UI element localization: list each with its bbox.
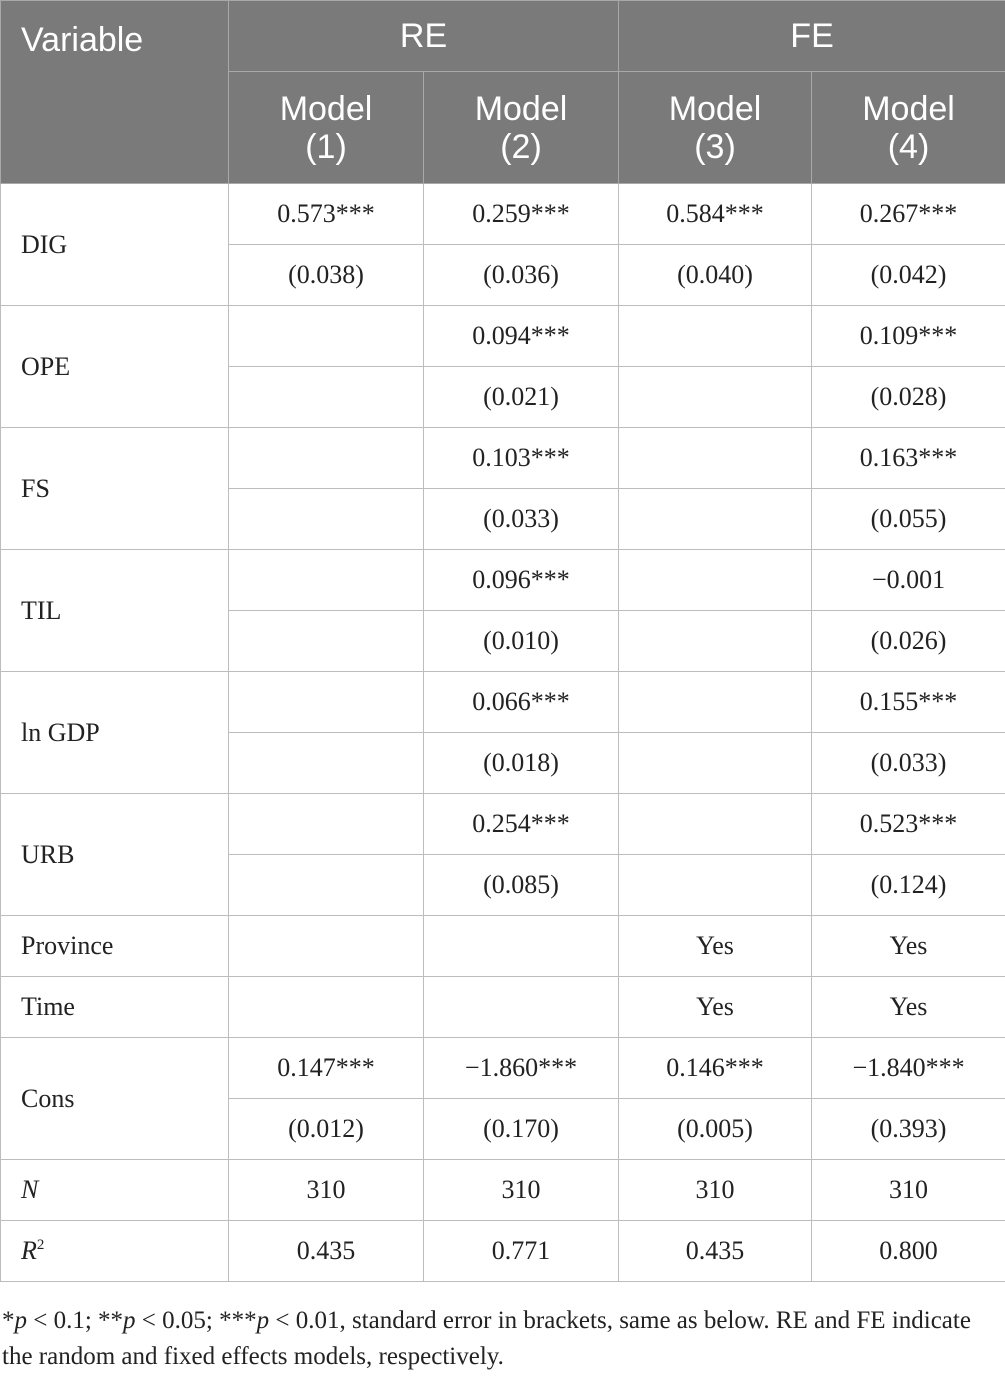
table-row [1, 550, 1005, 611]
row-label: N [1, 1160, 229, 1221]
table-row [1, 794, 1005, 855]
se-cell [229, 367, 424, 428]
row-label: Time [1, 977, 229, 1038]
table-row [1, 672, 1005, 733]
se-cell: (0.040) [619, 245, 812, 306]
value-cell: 0.800 [812, 1221, 1005, 1282]
se-cell [229, 489, 424, 550]
value-cell: 310 [229, 1160, 424, 1221]
coef-cell: 0.259*** [424, 184, 619, 245]
se-cell [619, 367, 812, 428]
row-label: Cons [1, 1038, 229, 1160]
table-row [1, 977, 1005, 1038]
value-cell: 310 [424, 1160, 619, 1221]
coef-cell: 0.109*** [812, 306, 1005, 367]
row-label: URB [1, 794, 229, 916]
coef-cell [619, 672, 812, 733]
table-row [1, 428, 1005, 489]
se-cell [229, 733, 424, 794]
row-label: $R^2$ [1, 1221, 229, 1282]
coef-cell [619, 306, 812, 367]
header-group-re: RE [229, 1, 619, 72]
row-label: DIG [1, 184, 229, 306]
header-variable: Variable [1, 1, 229, 184]
se-cell: (0.033) [424, 489, 619, 550]
se-cell [619, 855, 812, 916]
header-model-2: Model (2) [424, 72, 619, 184]
se-cell: (0.124) [812, 855, 1005, 916]
value-cell [424, 916, 619, 977]
value-cell: 0.435 [619, 1221, 812, 1282]
coef-cell: 0.094*** [424, 306, 619, 367]
se-cell [229, 611, 424, 672]
coef-cell [229, 428, 424, 489]
coef-cell [619, 794, 812, 855]
row-label: Province [1, 916, 229, 977]
table-row [1, 1160, 1005, 1221]
coef-cell: −1.860*** [424, 1038, 619, 1099]
value-cell [229, 977, 424, 1038]
coef-cell [229, 550, 424, 611]
row-label: TIL [1, 550, 229, 672]
value-cell: 310 [812, 1160, 1005, 1221]
se-cell: (0.018) [424, 733, 619, 794]
se-cell: (0.042) [812, 245, 1005, 306]
table-row [1, 1221, 1005, 1282]
se-cell: (0.170) [424, 1099, 619, 1160]
value-cell: Yes [619, 977, 812, 1038]
value-cell: 0.771 [424, 1221, 619, 1282]
se-cell: (0.005) [619, 1099, 812, 1160]
value-cell: 0.435 [229, 1221, 424, 1282]
se-cell: (0.085) [424, 855, 619, 916]
row-label: OPE [1, 306, 229, 428]
se-cell: (0.055) [812, 489, 1005, 550]
header-model-4: Model (4) [812, 72, 1005, 184]
value-cell [229, 916, 424, 977]
se-cell [229, 855, 424, 916]
value-cell [424, 977, 619, 1038]
coef-cell: 0.267*** [812, 184, 1005, 245]
coef-cell: −1.840*** [812, 1038, 1005, 1099]
coef-cell: 0.103*** [424, 428, 619, 489]
se-cell: (0.393) [812, 1099, 1005, 1160]
se-cell: (0.012) [229, 1099, 424, 1160]
table-row [1, 306, 1005, 367]
table-row [1, 184, 1005, 245]
value-cell: 310 [619, 1160, 812, 1221]
header-group-fe: FE [619, 1, 1005, 72]
coef-cell [229, 672, 424, 733]
se-cell: (0.038) [229, 245, 424, 306]
se-cell [619, 733, 812, 794]
header-model-1: Model (1) [229, 72, 424, 184]
coef-cell: 0.573*** [229, 184, 424, 245]
value-cell: Yes [812, 977, 1005, 1038]
se-cell [619, 489, 812, 550]
row-label: FS [1, 428, 229, 550]
se-cell: (0.033) [812, 733, 1005, 794]
coef-cell: 0.584*** [619, 184, 812, 245]
se-cell: (0.021) [424, 367, 619, 428]
table-row [1, 1038, 1005, 1099]
coef-cell [619, 428, 812, 489]
value-cell: Yes [619, 916, 812, 977]
coef-cell: 0.523*** [812, 794, 1005, 855]
value-cell: Yes [812, 916, 1005, 977]
se-cell: (0.026) [812, 611, 1005, 672]
table-row [1, 916, 1005, 977]
coef-cell: 0.096*** [424, 550, 619, 611]
row-label: ln GDP [1, 672, 229, 794]
coef-cell [229, 794, 424, 855]
coef-cell: 0.254*** [424, 794, 619, 855]
se-cell [619, 611, 812, 672]
se-cell: (0.010) [424, 611, 619, 672]
coef-cell: 0.163*** [812, 428, 1005, 489]
se-cell: (0.028) [812, 367, 1005, 428]
coef-cell: 0.146*** [619, 1038, 812, 1099]
table-footnote: *p < 0.1; **p < 0.05; ***p < 0.01, standard error in brackets, same as below. RE and FE indicate the random and fixed effects models, respectively. [2, 1307, 971, 1370]
header-model-3: Model (3) [619, 72, 812, 184]
coef-cell: −0.001 [812, 550, 1005, 611]
coef-cell: 0.066*** [424, 672, 619, 733]
se-cell: (0.036) [424, 245, 619, 306]
coef-cell [229, 306, 424, 367]
coef-cell: 0.155*** [812, 672, 1005, 733]
table-body [1, 184, 1005, 1282]
coef-cell [619, 550, 812, 611]
coef-cell: 0.147*** [229, 1038, 424, 1099]
